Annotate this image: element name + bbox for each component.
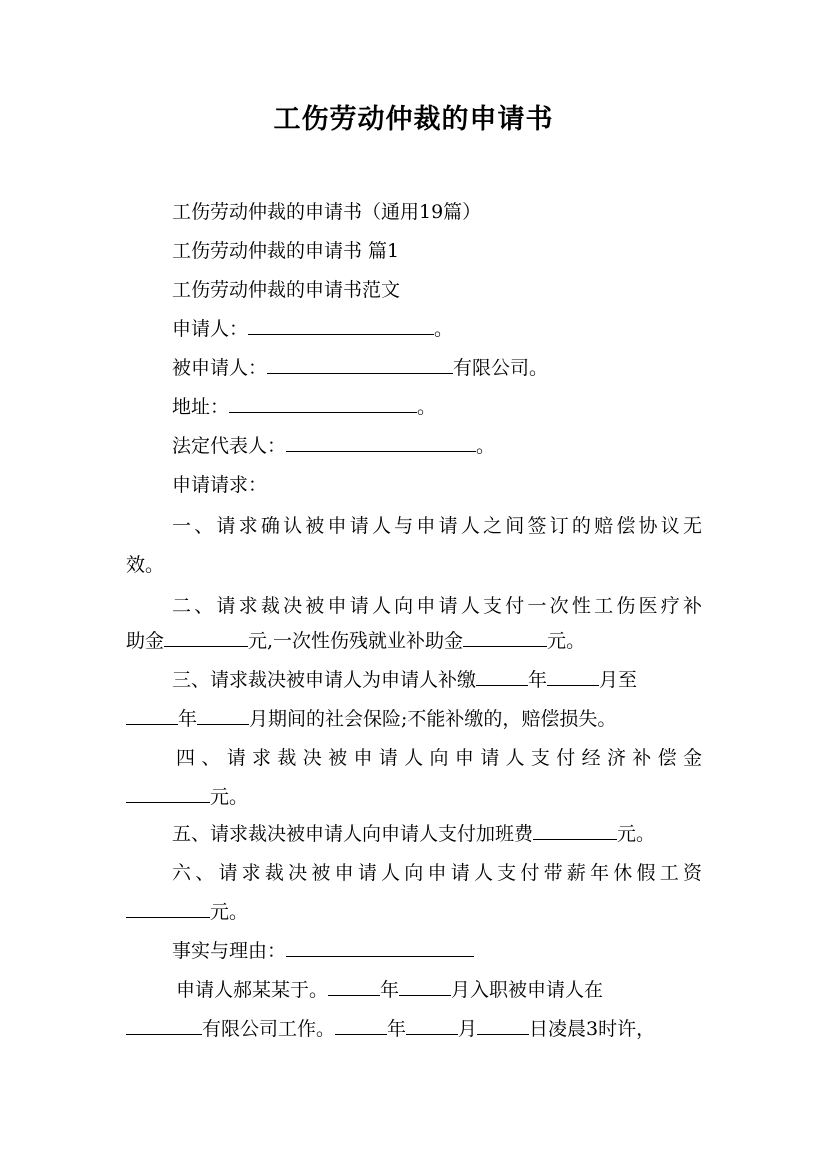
- line-request-3a: [126, 664, 702, 696]
- line-request-2a: 二、请求裁决被申请人向申请人支付一次性工伤医疗补: [172, 595, 702, 617]
- address-label: 地址：: [172, 396, 230, 418]
- line-applicant: [126, 313, 702, 345]
- annual-leave-pay-blank[interactable]: [126, 896, 210, 918]
- facts-year: 年: [380, 979, 400, 1001]
- medical-subsidy-blank[interactable]: [164, 625, 248, 647]
- respondent-end: 有限公司。: [453, 357, 549, 379]
- line-request-6a: 六、请求裁决被申请人向申请人支付带薪年休假工资: [172, 862, 702, 884]
- line-requests-heading: 申请请求：: [172, 474, 268, 496]
- hire-month-blank[interactable]: [399, 974, 451, 996]
- request-3-year: 年: [528, 669, 548, 691]
- facts-blank[interactable]: [286, 935, 474, 957]
- request-3-text-a: 三、请求裁决被申请人为申请人补缴: [172, 669, 477, 691]
- hire-year-blank[interactable]: [328, 974, 380, 996]
- incident-month-blank[interactable]: [406, 1013, 458, 1035]
- request-2-text-c: 元。: [547, 630, 586, 652]
- line-request-2b: [126, 625, 702, 657]
- facts-year-2: 年: [387, 1018, 407, 1040]
- facts-text-c: 有限公司工作。: [202, 1018, 336, 1040]
- line-subtitle: 工伤劳动仲裁的申请书（通用19篇）: [172, 201, 482, 223]
- request-2-text-b: 元,一次性伤残就业补助金: [248, 630, 464, 652]
- address-blank[interactable]: [229, 391, 417, 413]
- disability-subsidy-blank[interactable]: [463, 625, 547, 647]
- line-request-3b: [126, 703, 702, 735]
- line-request-1b: 效。: [126, 554, 165, 576]
- line-request-4a: 四、请求裁决被申请人向申请人支付经济补偿金: [176, 747, 702, 769]
- request-3-text-c: 月期间的社会保险;不能补缴的，赔偿损失。: [249, 708, 617, 730]
- line-chapter: 工伤劳动仲裁的申请书 篇1: [172, 240, 400, 262]
- applicant-blank[interactable]: [248, 313, 434, 335]
- incident-year-blank[interactable]: [335, 1013, 387, 1035]
- company-name-blank[interactable]: [126, 1013, 202, 1035]
- line-facts-heading: [126, 935, 702, 967]
- compensation-blank[interactable]: [126, 781, 210, 803]
- end-month-blank[interactable]: [197, 703, 249, 725]
- document-title: 工伤劳动仲裁的申请书: [273, 104, 554, 135]
- line-request-4b: [126, 781, 702, 813]
- start-month-blank[interactable]: [547, 664, 599, 686]
- line-request-1a: 一、请求确认被申请人与申请人之间签订的赔偿协议无: [172, 515, 702, 537]
- request-3-year-2: 年: [178, 708, 198, 730]
- end-year-blank[interactable]: [126, 703, 178, 725]
- line-facts-1: [126, 974, 702, 1006]
- legal-rep-end: 。: [476, 435, 496, 457]
- respondent-blank[interactable]: [267, 352, 453, 374]
- incident-day-blank[interactable]: [477, 1013, 529, 1035]
- request-5-end: 元。: [617, 823, 656, 845]
- facts-text-d: 日凌晨3时许，: [529, 1018, 656, 1040]
- legal-rep-label: 法定代表人：: [172, 435, 287, 457]
- applicant-end: 。: [434, 318, 454, 340]
- facts-label: 事实与理由：: [172, 940, 287, 962]
- applicant-label: 申请人：: [172, 318, 249, 340]
- request-5-text: 五、请求裁决被申请人向申请人支付加班费: [172, 823, 534, 845]
- respondent-label: 被申请人：: [172, 357, 268, 379]
- line-request-5: [126, 818, 702, 850]
- line-respondent: [126, 352, 702, 384]
- request-3-text-b: 月至: [599, 669, 638, 691]
- line-request-6b: [126, 896, 702, 928]
- line-sample-heading: 工伤劳动仲裁的申请书范文: [172, 279, 401, 301]
- line-facts-2: [126, 1013, 702, 1045]
- start-year-blank[interactable]: [476, 664, 528, 686]
- facts-text-b: 月入职被申请人在: [451, 979, 604, 1001]
- line-address: [126, 391, 702, 423]
- line-legal-rep: [126, 430, 702, 462]
- request-6-end: 元。: [210, 901, 249, 923]
- address-end: 。: [417, 396, 437, 418]
- facts-text-a: 申请人郝某某于。: [176, 979, 329, 1001]
- request-4-end: 元。: [210, 786, 249, 808]
- request-2-text-a: 助金: [126, 630, 165, 652]
- overtime-pay-blank[interactable]: [533, 818, 617, 840]
- legal-rep-blank[interactable]: [286, 430, 476, 452]
- facts-month: 月: [458, 1018, 478, 1040]
